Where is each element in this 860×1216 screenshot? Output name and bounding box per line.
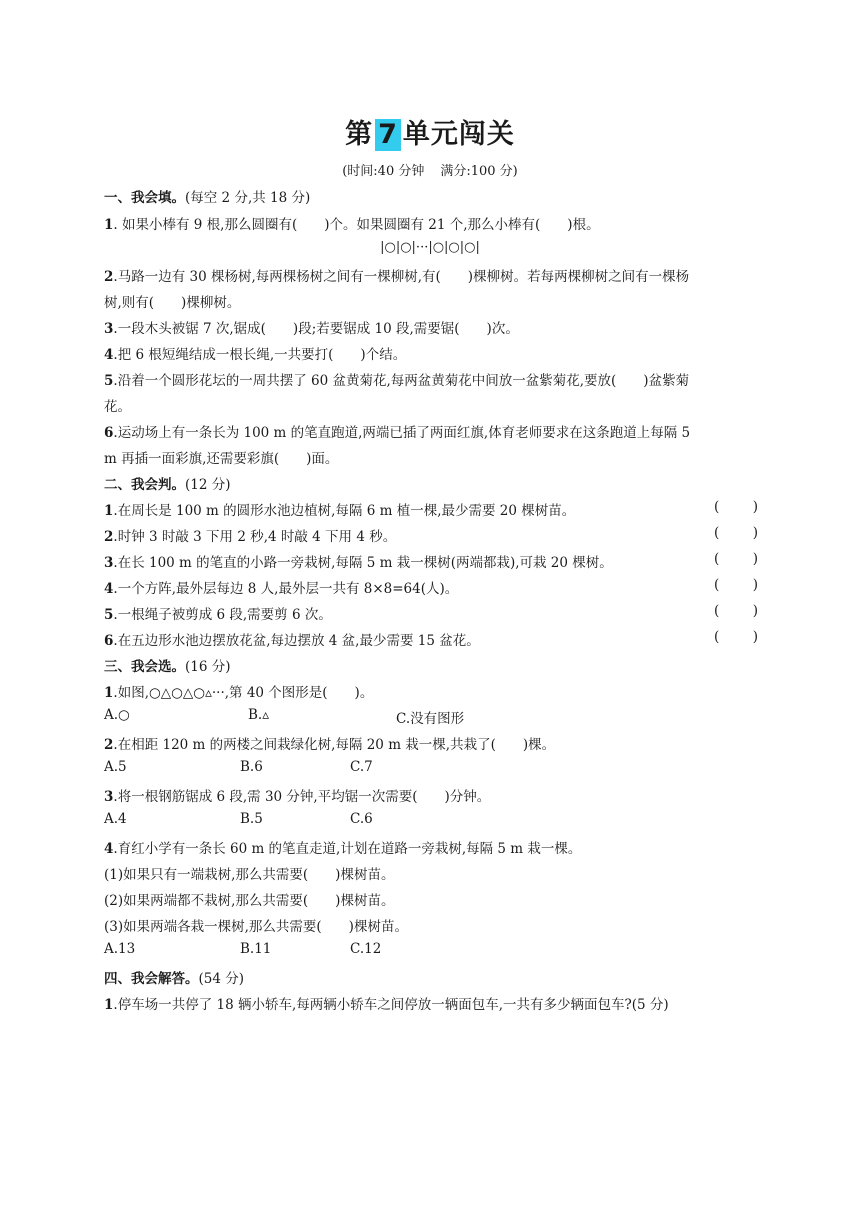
judge-question-6: 6.在五边形水池边摆放花盆,每边摆放 4 盆,最少需要 15 盆花。 (104, 633, 480, 649)
option-c[interactable]: C.12 (350, 941, 382, 957)
answer-bracket[interactable]: ( ) (714, 603, 758, 619)
answer-bracket[interactable]: ( ) (714, 525, 758, 541)
solve-question-1: 1.停车场一共停了 18 辆小轿车,每两辆小轿车之间停放一辆面包车,一共有多少辆面包车?(5 分) (104, 997, 669, 1013)
answer-bracket[interactable]: ( ) (714, 551, 758, 567)
judge-question-3: 3.在长 100 m 的笔直的小路一旁栽树,每隔 5 m 栽一棵树(两端都栽),可栽 20 棵树。 (104, 555, 613, 571)
fill-question-4: 4.把 6 根短绳结成一根长绳,一共要打( )个结。 (104, 347, 407, 363)
fill-question-6-cont: m 再插一面彩旗,还需要彩旗( )面。 (104, 451, 339, 467)
full-score: 满分:100 分) (440, 164, 518, 179)
judge-question-1: 1.在周长是 100 m 的圆形水池边植树,每隔 6 m 植一棵,最少需要 20 棵树苗。 (104, 503, 576, 519)
title-prefix: 第 (345, 119, 374, 150)
option-a[interactable]: A.5 (104, 759, 127, 775)
fill-question-3: 3.一段木头被锯 7 次,锯成( )段;若要锯成 10 段,需要锯( )次。 (104, 321, 519, 337)
time-limit: (时间:40 分钟 (342, 164, 425, 179)
title-suffix: 单元闯关 (402, 119, 515, 150)
option-b[interactable]: B.▵ (248, 707, 269, 723)
option-b[interactable]: B.6 (240, 759, 263, 775)
option-a[interactable]: A.○ (104, 707, 130, 723)
fill-question-6: 6.运动场上有一条长为 100 m 的笔直跑道,两端已插了两面红旗,体育老师要求在这条跑道上每隔 5 (104, 425, 691, 441)
judge-question-4: 4.一个方阵,最外层每边 8 人,最外层一共有 8×8=64(人)。 (104, 581, 459, 597)
choose-question-4-sub2: (2)如果两端都不栽树,那么共需要( )棵树苗。 (104, 893, 395, 909)
option-a[interactable]: A.4 (104, 811, 127, 827)
judge-question-2: 2.时钟 3 时敲 3 下用 2 秒,4 时敲 4 下用 4 秒。 (104, 529, 397, 545)
fill-question-2: 2.马路一边有 30 棵杨树,每两棵杨树之间有一棵柳树,有( )棵柳树。若每两棵柳树之间有一棵杨 (104, 269, 690, 285)
answer-bracket[interactable]: ( ) (714, 499, 758, 515)
option-c[interactable]: C.7 (350, 759, 373, 775)
page-title (0, 112, 860, 151)
option-c[interactable]: C.6 (350, 811, 373, 827)
fill-question-5: 5.沿着一个圆形花坛的一周共摆了 60 盆黄菊花,每两盆黄菊花中间放一盆紫菊花,要放( )盆紫菊 (104, 373, 690, 389)
fill-question-5-cont: 花。 (104, 399, 131, 415)
choose-question-1: 1.如图,○△○△○▵···,第 40 个图形是( )。 (104, 685, 374, 701)
fill-question-2-cont: 树,则有( )棵柳树。 (104, 295, 241, 311)
option-c[interactable]: C.没有图形 (396, 711, 465, 727)
unit-number-highlight: 7 (375, 119, 401, 151)
section-heading-fill: 一、我会填。(每空 2 分,共 18 分) (104, 190, 311, 206)
answer-bracket[interactable]: ( ) (714, 577, 758, 593)
option-a[interactable]: A.13 (104, 941, 136, 957)
choose-question-4-sub1: (1)如果只有一端栽树,那么共需要( )棵树苗。 (104, 867, 395, 883)
section-heading-choose: 三、我会选。(16 分) (104, 659, 231, 675)
choose-question-2: 2.在相距 120 m 的两楼之间栽绿化树,每隔 20 m 栽一棵,共栽了( )棵。 (104, 737, 556, 753)
choose-question-4-sub3: (3)如果两端各栽一棵树,那么共需要( )棵树苗。 (104, 919, 408, 935)
section-heading-solve: 四、我会解答。(54 分) (104, 971, 245, 987)
option-b[interactable]: B.5 (240, 811, 263, 827)
fill-question-1: 1. 如果小棒有 9 根,那么圆圈有( )个。如果圆圈有 21 个,那么小棒有( )根。 (104, 217, 600, 233)
choose-question-3: 3.将一根钢筋锯成 6 段,需 30 分钟,平均锯一次需要( )分钟。 (104, 789, 491, 805)
stick-circle-figure: |○|○|···|○|○|○| (380, 240, 480, 255)
section-heading-judge: 二、我会判。(12 分) (104, 477, 231, 493)
option-b[interactable]: B.11 (240, 941, 272, 957)
answer-bracket[interactable]: ( ) (714, 629, 758, 645)
judge-question-5: 5.一根绳子被剪成 6 段,需要剪 6 次。 (104, 607, 332, 623)
choose-question-4: 4.育红小学有一条长 60 m 的笔直走道,计划在道路一旁栽树,每隔 5 m 栽一棵。 (104, 841, 582, 857)
exam-info (0, 160, 860, 179)
